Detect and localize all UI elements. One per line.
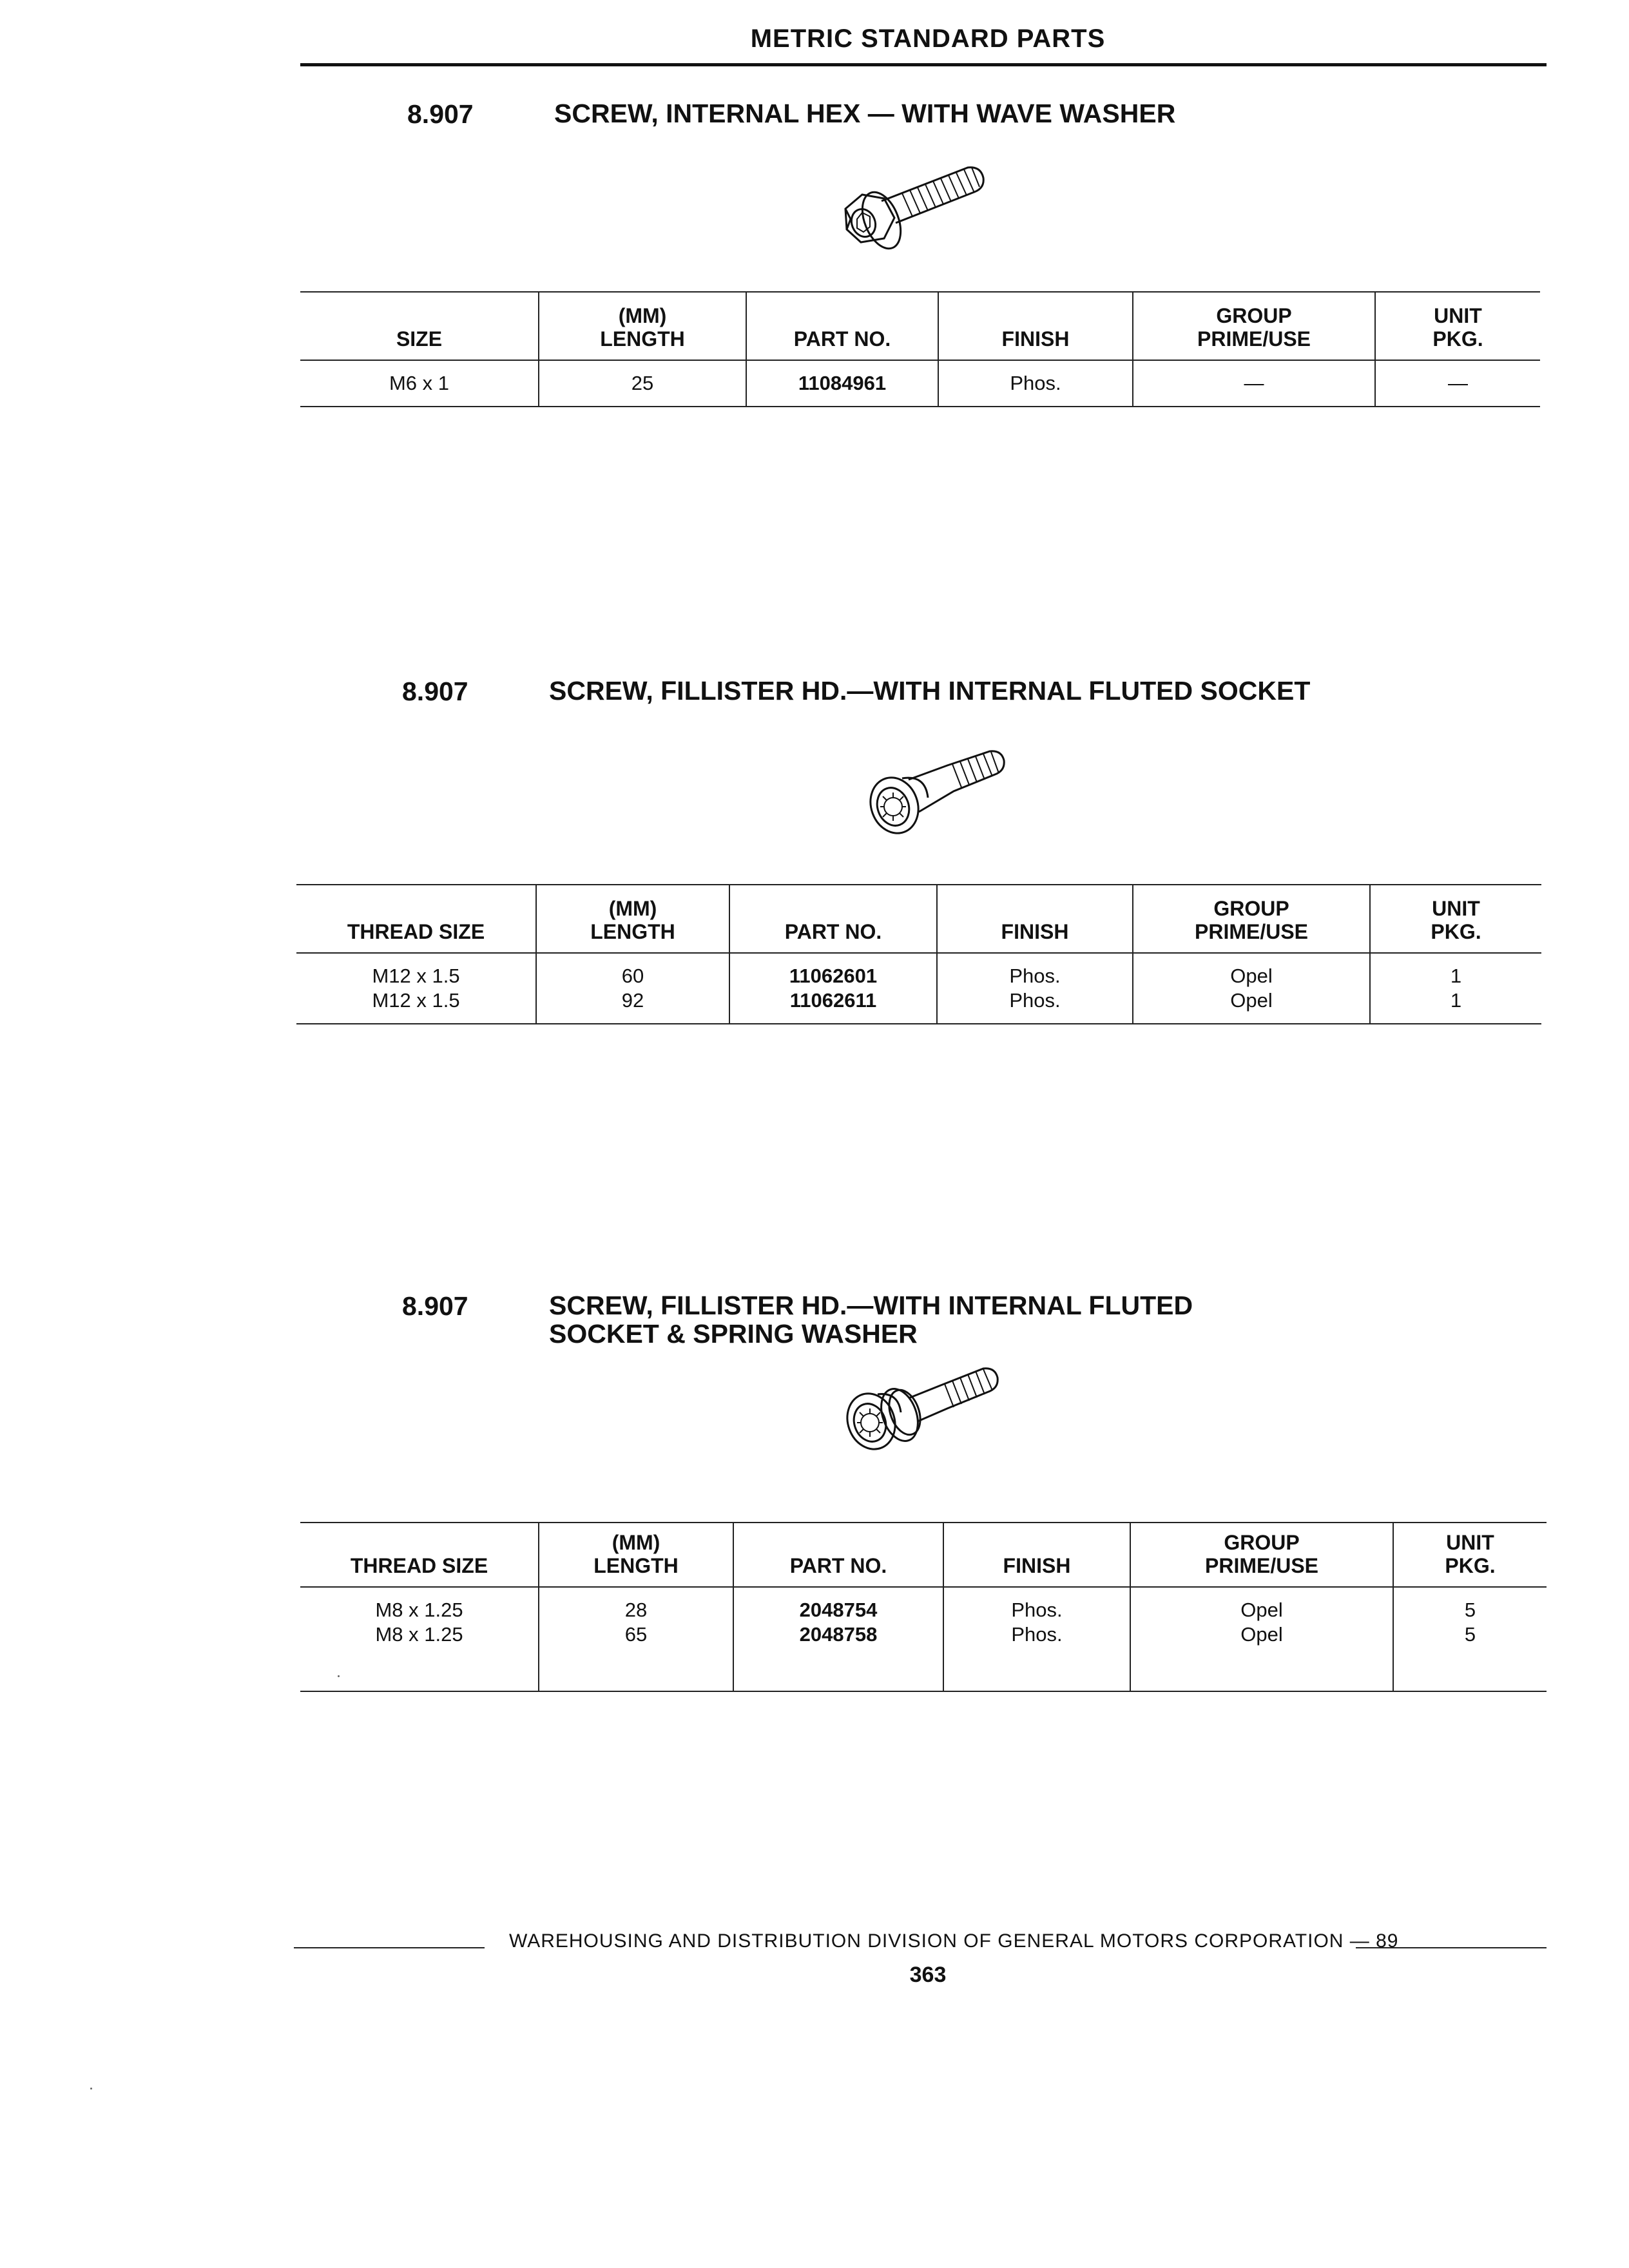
scan-speck (90, 2088, 92, 2090)
cell-part-no: 11062601 11062611 (729, 953, 937, 1024)
cell-unit-pkg: 1 1 (1370, 953, 1541, 1024)
column-header-group-prime-use: GROUP PRIME/USE (1133, 885, 1370, 953)
section-2-table (296, 884, 1541, 1024)
section-2-title (549, 677, 1310, 705)
cell-length: 28 65 (539, 1587, 733, 1691)
cell-group-prime-use: Opel Opel (1133, 953, 1370, 1024)
column-header-length: (MM) LENGTH (539, 292, 746, 360)
column-header-group-prime-use: GROUP PRIME/USE (1133, 292, 1375, 360)
column-header-part-no: PART NO. (733, 1523, 943, 1587)
cell-thread-size: M12 x 1.5 M12 x 1.5 (296, 953, 536, 1024)
hex-head-screw-icon (831, 161, 992, 251)
table-row (300, 360, 1540, 407)
column-header-unit-pkg: UNIT PKG. (1370, 885, 1541, 953)
section-3-number: 8.907 (402, 1291, 468, 1321)
section-1-title-line: SCREW, INTERNAL HEX — WITH WAVE WASHER (554, 99, 1176, 128)
column-header-length: (MM) LENGTH (536, 885, 729, 953)
column-header-group-prime-use: GROUP PRIME/USE (1130, 1523, 1393, 1587)
cell-group-prime-use: Opel Opel (1130, 1587, 1393, 1691)
cell-part-no: 11084961 (746, 360, 938, 407)
page-header-title: METRIC STANDARD PARTS (750, 24, 1106, 53)
footer-text: WAREHOUSING AND DISTRIBUTION DIVISION OF GENERAL MOTORS CORPORATION — 89 (509, 1930, 1399, 1952)
section-2-number: 8.907 (402, 677, 468, 706)
section-3-title-line-1: SCREW, FILLISTER HD.—WITH INTERNAL FLUTED (549, 1291, 1193, 1320)
section-3-title-line-2: SOCKET & SPRING WASHER (549, 1319, 918, 1349)
cell-length: 60 92 (536, 953, 729, 1024)
cell-group-prime-use: — (1133, 360, 1375, 407)
cell-part-no: 2048754 2048758 (733, 1587, 943, 1691)
cell-finish: Phos. (938, 360, 1133, 407)
section-3-title (549, 1291, 1193, 1348)
column-header-part-no: PART NO. (746, 292, 938, 360)
column-header-finish: FINISH (937, 885, 1133, 953)
column-header-unit-pkg: UNIT PKG. (1375, 292, 1540, 360)
cell-length: 25 (539, 360, 746, 407)
column-header-finish: FINISH (943, 1523, 1130, 1587)
section-1-table (300, 291, 1540, 407)
footer-rule-left (294, 1947, 485, 1948)
column-header-thread-size: THREAD SIZE (296, 885, 536, 953)
cell-finish: Phos. Phos. (937, 953, 1133, 1024)
column-header-unit-pkg: UNIT PKG. (1393, 1523, 1547, 1587)
cell-thread-size: M8 x 1.25 M8 x 1.25 (300, 1587, 539, 1691)
fillister-head-screw-with-washer-icon (838, 1362, 1005, 1452)
table-row (296, 953, 1541, 1024)
section-1-number: 8.907 (407, 99, 474, 129)
cell-finish: Phos. Phos. (943, 1587, 1130, 1691)
cell-size: M6 x 1 (300, 360, 539, 407)
table-row (300, 1587, 1547, 1691)
cell-unit-pkg: — (1375, 360, 1540, 407)
column-header-finish: FINISH (938, 292, 1133, 360)
fillister-head-screw-icon (863, 746, 1012, 836)
section-1-title (554, 99, 1175, 128)
header-rule (300, 63, 1547, 66)
section-3-table (300, 1522, 1547, 1692)
footer-rule-right (1356, 1947, 1547, 1948)
column-header-size: SIZE (300, 292, 539, 360)
scan-speck (338, 1675, 340, 1677)
column-header-length: (MM) LENGTH (539, 1523, 733, 1587)
column-header-thread-size: THREAD SIZE (300, 1523, 539, 1587)
column-header-part-no: PART NO. (729, 885, 937, 953)
page-number: 363 (909, 1963, 947, 1987)
cell-unit-pkg: 5 5 (1393, 1587, 1547, 1691)
section-2-title-line: SCREW, FILLISTER HD.—WITH INTERNAL FLUTED SOCKET (549, 676, 1311, 706)
